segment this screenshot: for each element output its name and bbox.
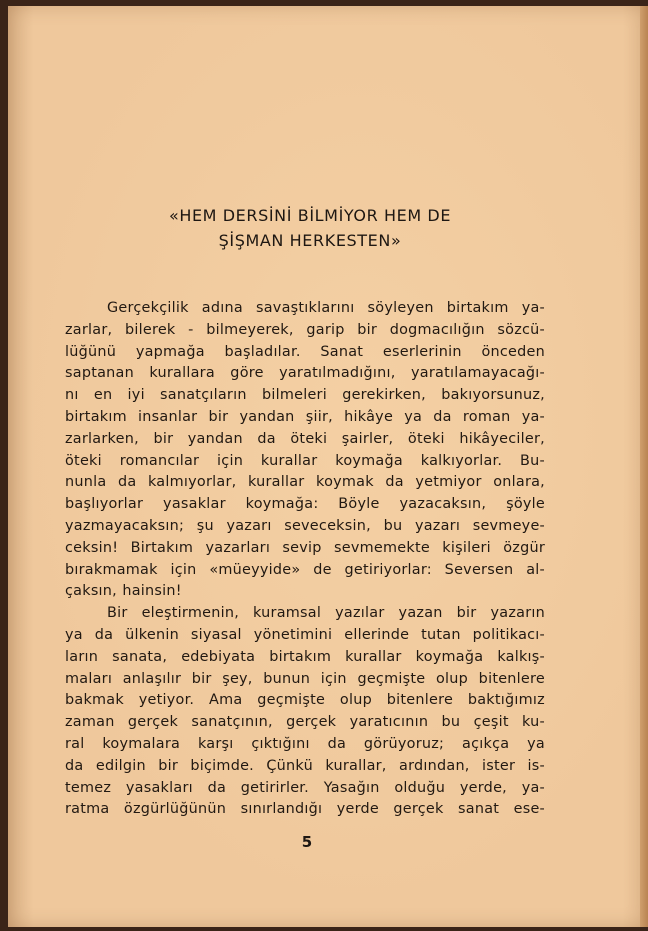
text-line: başlıyorlar yasaklar koymağa: Böyle yazacaksın, şöyle [65, 496, 545, 513]
text-line: ya da ülkenin siyasal yönetimini ellerinde tutan politikacı- [65, 626, 545, 643]
text-line: ratma özgürlüğünün sınırlandığı yerde gerçek sanat ese- [65, 801, 545, 818]
text-line: yazmayacaksın; şu yazarı seveceksin, bu yazarı sevmeye- [65, 517, 545, 534]
text-line: çaksın, hainsin! [65, 583, 182, 600]
text-line: bırakmamak için «müeyyide» de getiriyorlar: Seversen al- [65, 561, 545, 578]
text-line: maları anlaşılır bir şey, bunun için geçmişte olup bitenlere [65, 670, 545, 687]
text-line: da edilgin bir biçimde. Çünkü kurallar, ardından, ister is- [65, 757, 545, 774]
text-line: nunla da kalmıyorlar, kurallar koymak da yetmiyor onlara, [65, 474, 545, 491]
text-line: nı en iyi sanatçıların bilmeleri gerekirken, bakıyorsunuz, [65, 387, 545, 404]
text-line: saptanan kurallara göre yaratılmadığını, yaratılamayacağı- [65, 365, 545, 382]
text-line: temez yasakları da getirirler. Yasağın olduğu yerde, ya- [65, 779, 545, 796]
text-line: birtakım insanlar bir yandan şiir, hikâye ya da roman ya- [65, 408, 545, 425]
text-line: Bir eleştirmenin, kuramsal yazılar yazan bir yazarın [107, 605, 545, 622]
heading-line-2: ŞİŞMAN HERKESTEN» [218, 231, 402, 250]
text-line: Gerçekçilik adına savaştıklarını söyleyen birtakım ya- [107, 300, 545, 316]
body-text [65, 298, 545, 821]
text-line: zarlar, bilerek - bilmeyerek, garip bir dogmacılığın sözcü- [65, 321, 545, 338]
book-page [8, 6, 648, 927]
text-line: bakmak yetiyor. Ama geçmişte olup bitenlere baktığımız [65, 692, 545, 709]
text-line: lüğünü yapmağa başladılar. Sanat eserlerinin önceden [65, 343, 545, 360]
text-line: zaman gerçek sanatçının, gerçek yaratıcının bu çeşit ku- [65, 714, 545, 731]
text-line: ların sanata, edebiyata birtakım kurallar koymağa kalkış- [65, 648, 545, 665]
text-line: zarlarken, bir yandan da öteki şairler, öteki hikâyeciler, [65, 430, 545, 447]
text-line: ceksin! Birtakım yazarları sevip sevmemekte kişileri özgür [65, 539, 545, 556]
text-line: ral koymalara karşı çıktığını da görüyoruz; açıkça ya [65, 735, 545, 752]
page-edge [640, 6, 648, 927]
page-number: 5 [301, 833, 313, 851]
heading-line-1: «HEM DERSİNİ BİLMİYOR HEM DE [168, 206, 452, 225]
text-line: öteki romancılar için kurallar koymağa kalkıyorlar. Bu- [65, 452, 545, 469]
chapter-heading [120, 203, 500, 253]
